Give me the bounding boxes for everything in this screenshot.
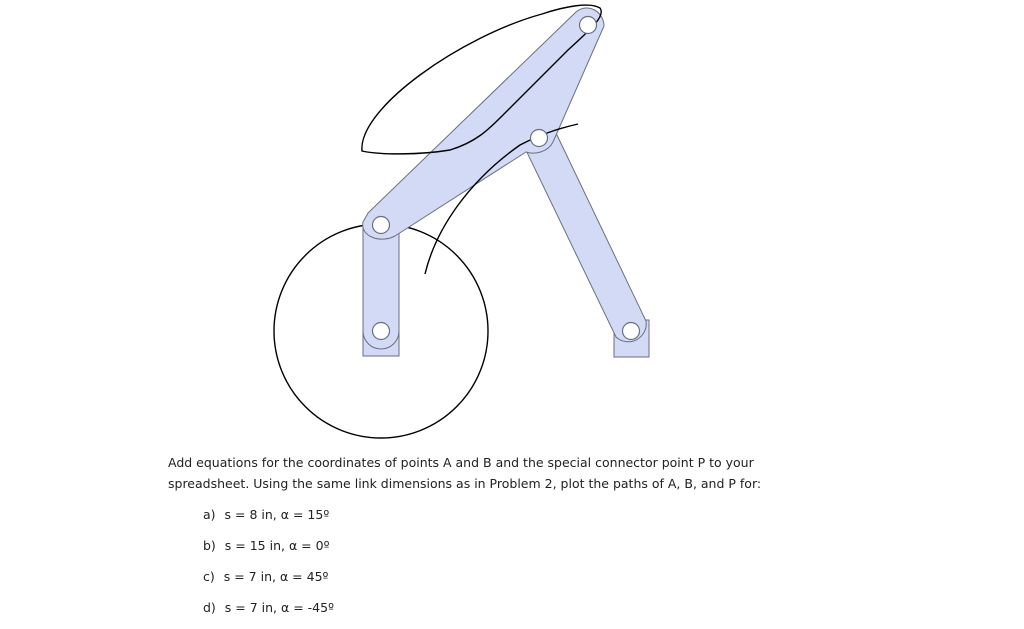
case-letter: c) (203, 569, 215, 584)
joint-rocker-ground (623, 323, 640, 340)
case-alpha-value: α = 45º (279, 569, 329, 584)
case-list (203, 505, 334, 629)
case-alpha-value: α = -45º (281, 600, 334, 615)
case-item-a (203, 505, 334, 536)
case-letter: d) (203, 600, 216, 615)
case-s-value: s = 8 in, (224, 507, 277, 522)
joint-crank-ground (373, 323, 390, 340)
case-item-b (203, 536, 334, 567)
case-item-c (203, 567, 334, 598)
case-alpha-value: α = 0º (288, 538, 330, 553)
case-letter: b) (203, 538, 216, 553)
problem-line-1: Add equations for the coordinates of points A and B and the special connector point P to your (168, 455, 754, 470)
problem-statement (168, 453, 788, 494)
case-s-value: s = 7 in, (224, 600, 278, 615)
case-item-d (203, 598, 334, 629)
case-s-value: s = 15 in, (224, 538, 285, 553)
case-s-value: s = 7 in, (223, 569, 276, 584)
joint-point-b (531, 130, 548, 147)
problem-line-2: spreadsheet. Using the same link dimensions as in Problem 2, plot the paths of A, B, and P for: (168, 475, 762, 491)
joint-point-a (373, 217, 390, 234)
case-alpha-value: α = 15º (280, 507, 330, 522)
rocker-link (522, 133, 646, 342)
case-letter: a) (203, 507, 216, 522)
joint-point-p (580, 17, 597, 34)
